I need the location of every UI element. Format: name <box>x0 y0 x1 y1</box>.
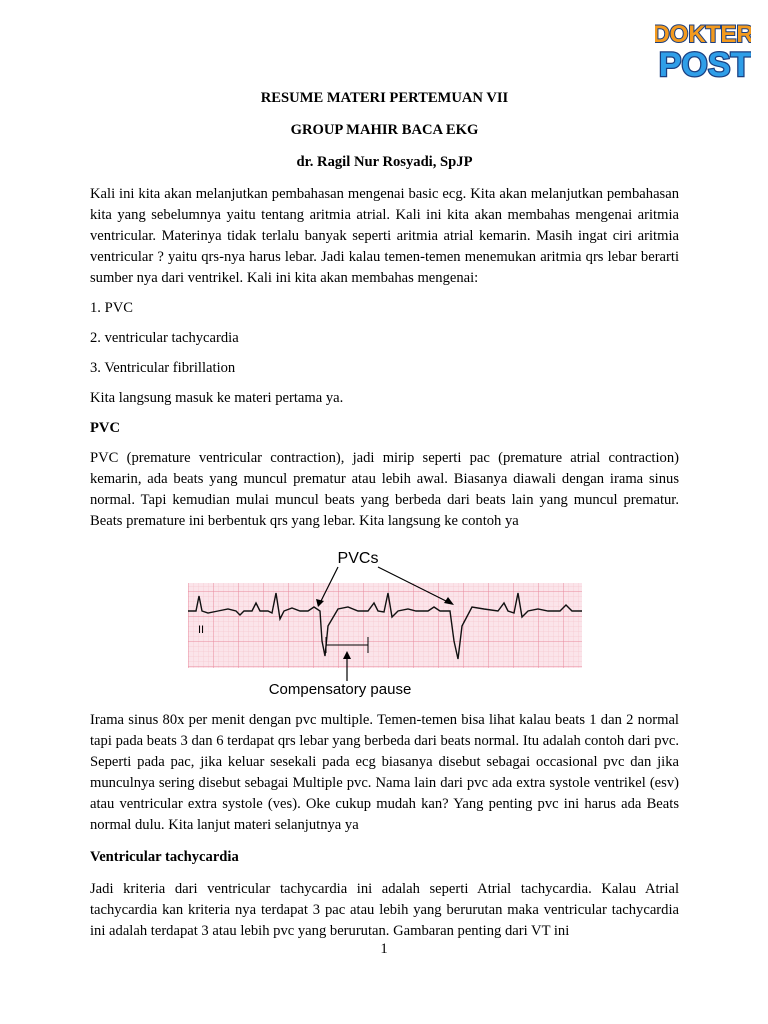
page-number: 1 <box>380 941 388 957</box>
doc-subtitle: GROUP MAHIR BACA EKG <box>290 122 479 138</box>
section-heading-vt: Ventricular tachycardia <box>90 849 239 865</box>
list-item: 1. PVC <box>90 300 133 316</box>
logo-line1: DOKTER <box>655 21 751 48</box>
doc-author: dr. Ragil Nur Rosyadi, SpJP <box>296 154 473 170</box>
lead-label: II <box>198 624 205 636</box>
document-page <box>90 88 679 532</box>
pvc-paragraph: PVC (premature ventricular contraction), jadi mirip seperti pac (premature atrial contraction) kemarin, ada beats yang muncul prematur atau lebih awal. Biasanya diawali dengan irama sinus normal. Tapi kemudian mulai muncul beats yang berbeda dari beats lain yang muncul prematur. Beats premature ini berbentuk qrs yang lebar. Kita langsung ke contoh ya <box>90 450 679 529</box>
lead-sentence: Kita langsung masuk ke materi pertama ya. <box>90 390 344 406</box>
list-item: 2. ventricular tachycardia <box>90 330 239 346</box>
compensatory-pause-label: Compensatory pause <box>268 681 412 698</box>
intro-paragraph: Kali ini kita akan melanjutkan pembahasan mengenai basic ecg. Kita akan melanjutkan pembahasan kita yang sebelumnya yaitu tentang aritmia atrial. Kali ini kita akan membahas mengenai aritmia ventricular. Materinya tidak terlalu banyak seperti aritmia atrial kemarin. Masih ingat ciri aritmia ventricular ? yaitu qrs-nya harus lebar. Jadi kalau temen-temen menemukan aritmia qrs lebar berarti sumber nya dari ventrikel. Kali ini kita akan membahas mengenai: <box>90 186 679 286</box>
pvc-explanation-paragraph: Irama sinus 80x per menit dengan pvc multiple. Temen-temen bisa lihat kalau beats 1 dan 2 normal tapi pada beats 3 dan 6 terdapat qrs lebar yang berbeda dari beats normal. Itu adalah contoh dari pvc. Seperti pada pac, jika keluar sesekali pada ecg biasanya disebut sebagai occasional pvc dan jika munculnya sering disebut sebagai Multiple pvc. Nama lain dari pvc ada extra systole ventrikel (esv) atau ventricular extra systole (ves). Oke cukup mudah kan? Yang penting pvc ini harus ada Beats normal dulu. Kita lanjut materi selanjutnya ya <box>90 712 679 833</box>
doc-title: RESUME MATERI PERTEMUAN VII <box>260 90 509 106</box>
vt-paragraph: Jadi kriteria dari ventricular tachycardia ini adalah seperti Atrial tachycardia. Kalau Atrial tachycardia kan kriteria nya terdapat 3 pac atau lebih yang berurutan maka ventricular tachycardia ini adalah terdapat 3 atau lebih pvc yang berurutan. Gambaran penting dari VT ini <box>90 881 679 939</box>
document-page-continued <box>90 710 679 942</box>
ecg-figure <box>188 541 584 701</box>
pvcs-label: PVCs <box>337 550 379 567</box>
section-heading-pvc: PVC <box>90 420 120 436</box>
list-item: 3. Ventricular fibrillation <box>90 360 236 376</box>
dokterpost-logo <box>655 12 751 82</box>
logo-line2: POST <box>658 46 751 82</box>
